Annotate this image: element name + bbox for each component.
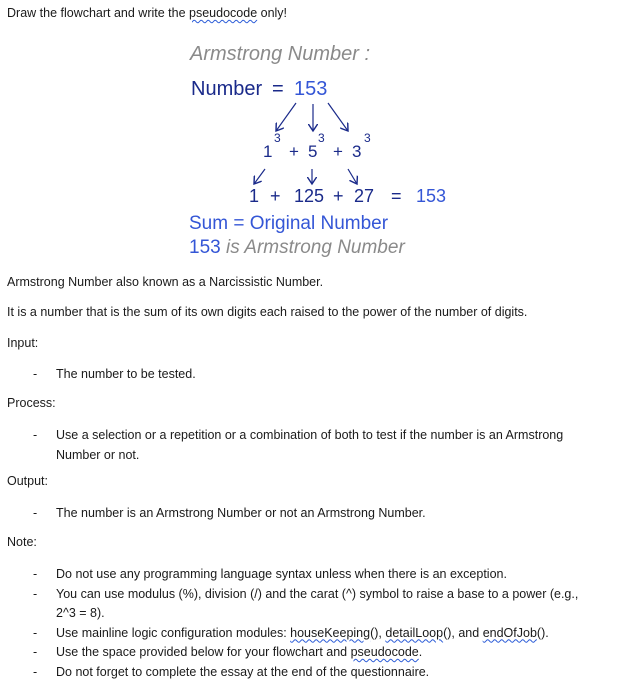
power-plus-2: + (333, 142, 343, 161)
paragraph-explanation: It is a number that is the sum of its own digits each raised to the power of the number of digits. (7, 305, 528, 319)
note-heading: Note: (7, 535, 37, 549)
power-exp-2: 3 (318, 131, 325, 145)
list-item: - Do not use any programming language syntax unless when there is an exception. (33, 567, 507, 581)
term-1: 1 (249, 186, 260, 206)
module-detailloop: detailLoop (385, 625, 444, 640)
process-heading: Process: (7, 396, 56, 410)
conclusion-number: 153 (189, 237, 221, 258)
module-endofjob: endOfJob (482, 625, 537, 640)
figure-number-value: 153 (294, 78, 328, 100)
list-item: - Use a selection or a repetition or a combination of both to test if the number is an Armstrong Number or not. (33, 428, 564, 462)
term-equals: = (391, 186, 402, 206)
list-item: - The number to be tested. (33, 367, 196, 381)
list-item: - The number is an Armstrong Number or not an Armstrong Number. (33, 506, 426, 520)
sum-equals-original-line: Sum = Original Number (189, 213, 389, 234)
instruction-pseudocode-word: pseudocode (189, 6, 258, 20)
module-housekeeping: houseKeeping (290, 625, 371, 640)
term-27: 27 (354, 186, 375, 206)
power-plus-1: + (289, 142, 299, 161)
instruction-prefix: Draw the flowchart and write the (7, 6, 190, 20)
power-base-3: 3 (352, 142, 362, 161)
input-heading: Input: (7, 336, 39, 350)
note-pseudocode-word: pseudocode (350, 645, 419, 659)
paragraph-definition: Armstrong Number also known as a Narcissistic Number. (7, 275, 324, 289)
conclusion-text: is Armstrong Number (220, 237, 405, 258)
power-base-2: 5 (308, 142, 318, 161)
list-item: - You can use modulus (%), division (/) and the carat (^) symbol to raise a base to a power (e.g., 2^3 = 8). (33, 586, 579, 620)
process-list (0, 426, 617, 465)
figure-equals-sign: = (272, 78, 284, 100)
term-plus-1: + (270, 186, 281, 206)
figure-number-label: Number (191, 78, 263, 100)
term-125: 125 (294, 186, 325, 206)
output-heading: Output: (7, 474, 48, 488)
term-plus-2: + (333, 186, 344, 206)
list-item: - Do not forget to complete the essay at the end of the questionnaire. (33, 664, 430, 679)
power-exp-3: 3 (364, 131, 371, 145)
input-list (0, 365, 617, 385)
list-item: - Use mainline logic configuration modules: houseKeeping(), detailLoop(), and endOfJob(). (33, 625, 549, 640)
figure-title: Armstrong Number : (190, 43, 371, 65)
arrow-to-term-1 (254, 169, 265, 184)
note-list (0, 565, 617, 682)
list-item: - Use the space provided below for your flowchart and pseudocode. (33, 645, 423, 659)
arrow-to-digit-3 (328, 103, 348, 131)
arrow-to-term-27 (348, 169, 357, 184)
power-exp-1: 3 (274, 131, 281, 145)
armstrong-figure (0, 0, 617, 270)
instruction-suffix: only! (257, 6, 288, 20)
power-base-1: 1 (263, 142, 273, 161)
arrow-to-digit-1 (276, 103, 296, 131)
term-result: 153 (416, 186, 447, 206)
conclusion-line (189, 237, 405, 259)
output-list (0, 504, 617, 524)
